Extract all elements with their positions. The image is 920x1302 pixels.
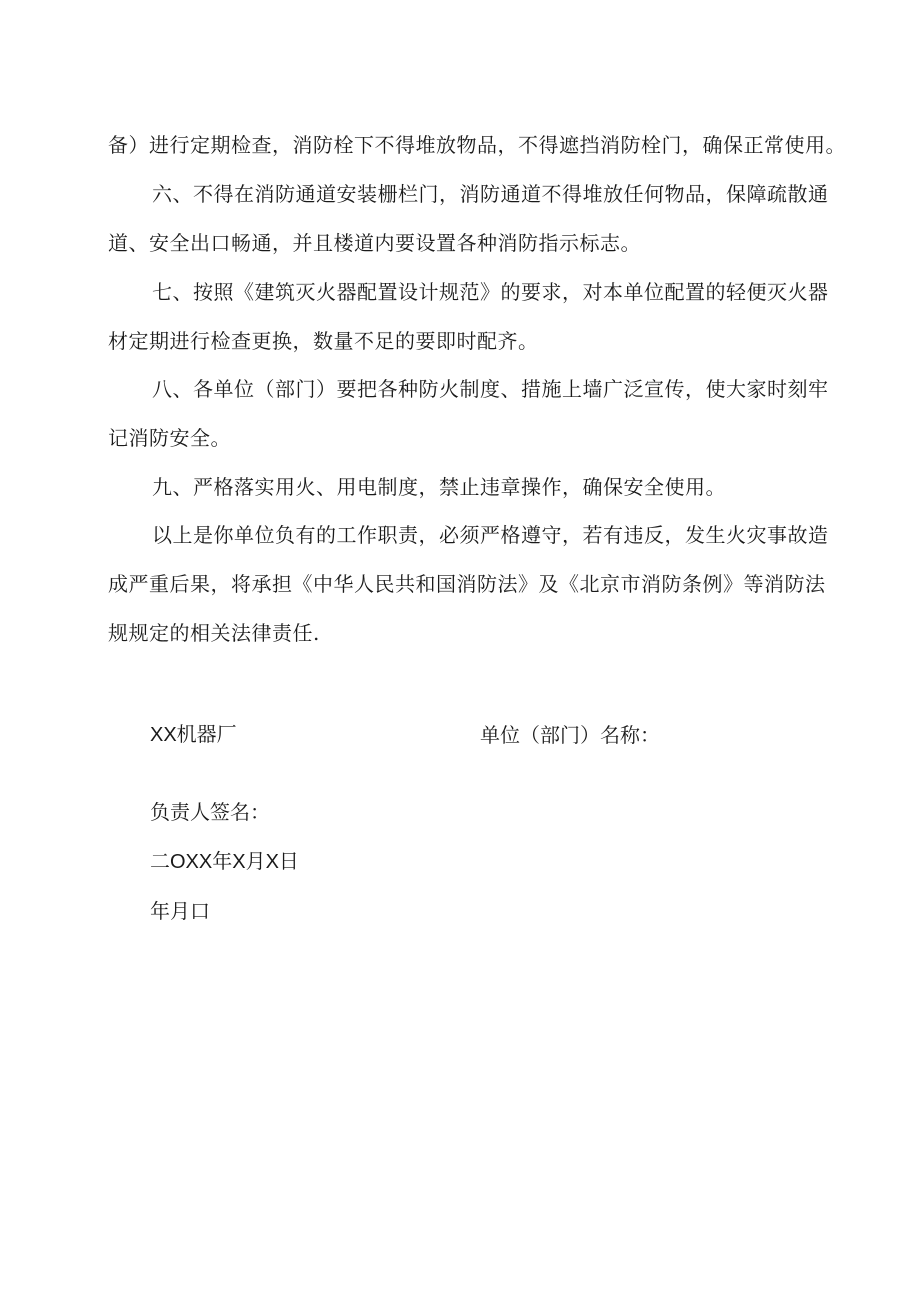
body-line: 九、严格落实用火、用电制度，禁止违章操作，确保安全使用。 bbox=[152, 475, 726, 499]
body-line: 备）进行定期检查，消防栓下不得堆放物品，不得遮挡消防栓门，确保正常使用。 bbox=[108, 133, 846, 157]
body-line: 道、安全出口畅通，并且楼道内要设置各种消防指示标志。 bbox=[108, 231, 641, 255]
body-line: 以上是你单位负有的工作职责，必须严格遵守，若有违反，发生火灾事故造 bbox=[152, 523, 829, 547]
body-line: 成严重后果，将承担《中华人民共和国消防法》及《北京市消防条例》等消防法 bbox=[108, 572, 826, 596]
unit-name-label: 单位（部门）名称： bbox=[480, 723, 660, 747]
signing-date: 二OXX年X月X日 bbox=[150, 851, 299, 873]
body-line: 八、各单位（部门）要把各种防火制度、措施上墙广泛宣传，使大家时刻牢 bbox=[152, 377, 829, 401]
company-name: XX机器厂 bbox=[150, 724, 237, 746]
signing-date-blank: 年月口 bbox=[150, 899, 210, 923]
responsible-signature-label: 负责人签名： bbox=[150, 800, 270, 824]
body-line: 规规定的相关法律责任. bbox=[108, 621, 320, 645]
body-line: 六、不得在消防通道安装栅栏门，消防通道不得堆放任何物品，保障疏散通 bbox=[152, 182, 829, 206]
body-line: 七、按照《建筑灭火器配置设计规范》的要求，对本单位配置的轻便灭火器 bbox=[152, 280, 829, 304]
body-line: 记消防安全。 bbox=[108, 426, 231, 450]
body-line: 材定期进行检查更换，数量不足的要即时配齐。 bbox=[108, 329, 539, 353]
